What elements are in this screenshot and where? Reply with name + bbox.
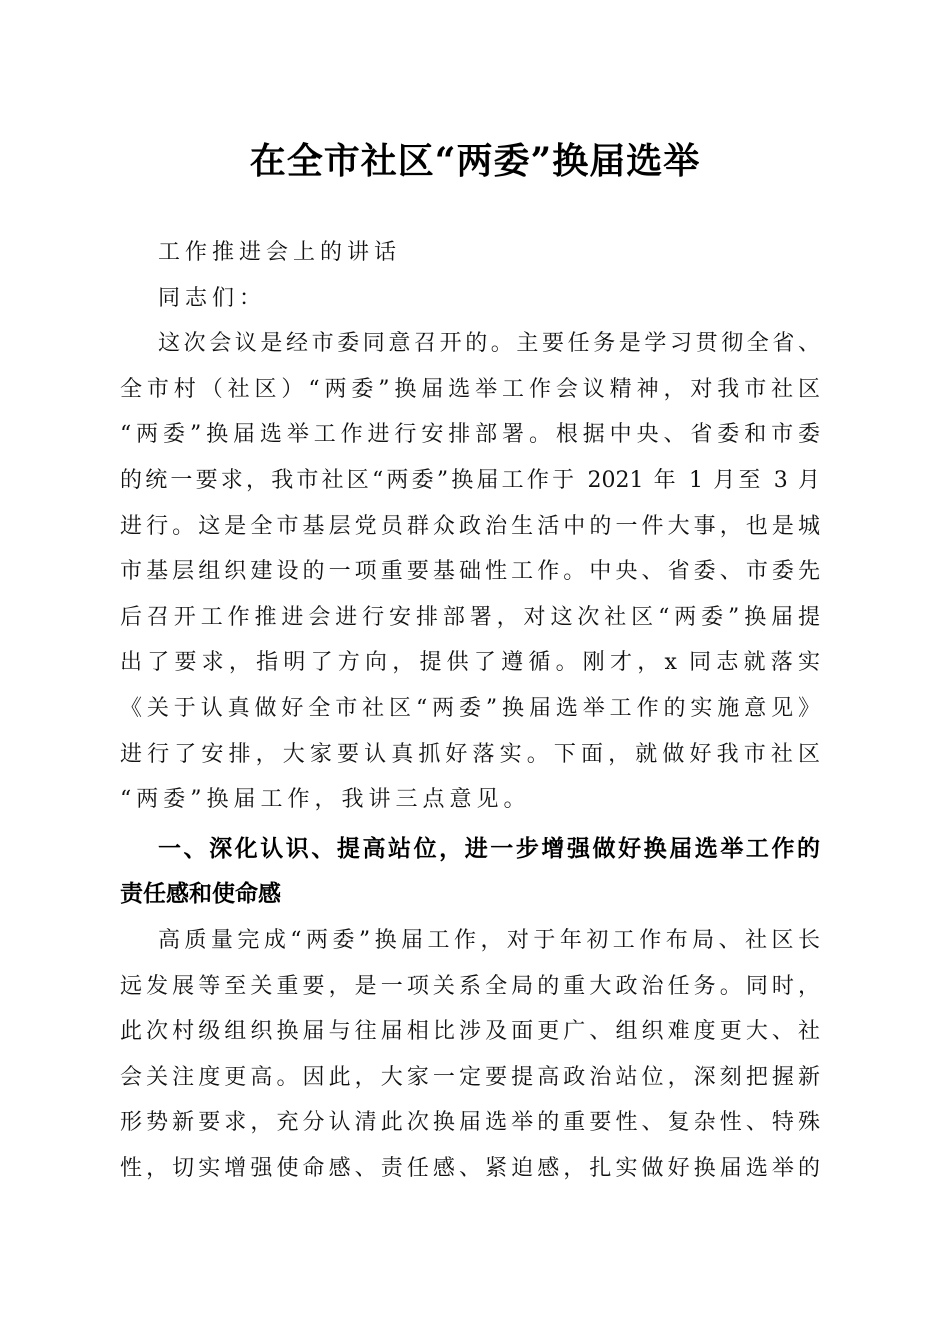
paragraph-line: 会关注度更高。因此，大家一定要提高政治站位，深刻把握新 (120, 1064, 820, 1090)
heading-line: 责任感和使命感 (120, 881, 281, 908)
document-title: 在全市社区“两委”换届选举 (249, 140, 701, 182)
paragraph-line: 这次会议是经市委同意召开的。主要任务是学习贯彻全省、 (158, 331, 820, 357)
paragraph-line: 进行了安排，大家要认真抓好落实。下面，就做好我市社区 (120, 741, 820, 767)
paragraph-line: 《关于认真做好全市社区“两委”换届选举工作的实施意见》 (120, 695, 820, 721)
section-heading-1 (120, 827, 820, 918)
paragraph-line: 的统一要求，我市社区“两委”换届工作于 2021 年 1 月至 3 月 (120, 467, 820, 493)
paragraph-line: “两委”换届工作，我讲三点意见。 (120, 787, 531, 813)
paragraph-line: 此次村级组织换届与往届相比涉及面更广、组织难度更大、社 (120, 1019, 820, 1045)
paragraph-line: 市基层组织建设的一项重要基础性工作。中央、省委、市委先 (120, 559, 820, 585)
paragraph-line: 出了要求，指明了方向，提供了遵循。刚才，x 同志就落实 (120, 650, 820, 676)
paragraph-line: 后召开工作推进会进行安排部署，对这次社区“两委”换届提 (120, 604, 820, 630)
paragraph-line: 进行。这是全市基层党员群众政治生活中的一件大事，也是城 (120, 513, 820, 539)
paragraph-2 (120, 918, 820, 1192)
heading-line: 一、深化认识、提高站位，进一步增强做好换届选举工作的 (158, 835, 820, 862)
subtitle-line: 工作推进会上的讲话 (158, 240, 402, 265)
paragraph-line: 全市村（社区）“两委”换届选举工作会议精神，对我市社区 (120, 376, 820, 402)
paragraph-line: 远发展等至关重要，是一项关系全局的重大政治任务。同时， (120, 973, 820, 999)
paragraph-line: 高质量完成“两委”换届工作，对于年初工作布局、社区长 (158, 927, 820, 953)
document-body (120, 230, 820, 1191)
paragraph-1 (120, 321, 820, 823)
paragraph-line: 性，切实增强使命感、责任感、紧迫感，扎实做好换届选举的 (120, 1155, 820, 1181)
salutation: 同志们： (158, 285, 267, 311)
paragraph-line: 形势新要求，充分认清此次换届选举的重要性、复杂性、特殊 (120, 1110, 820, 1136)
paragraph-line: “两委”换届选举工作进行安排部署。根据中央、省委和市委 (120, 422, 820, 448)
